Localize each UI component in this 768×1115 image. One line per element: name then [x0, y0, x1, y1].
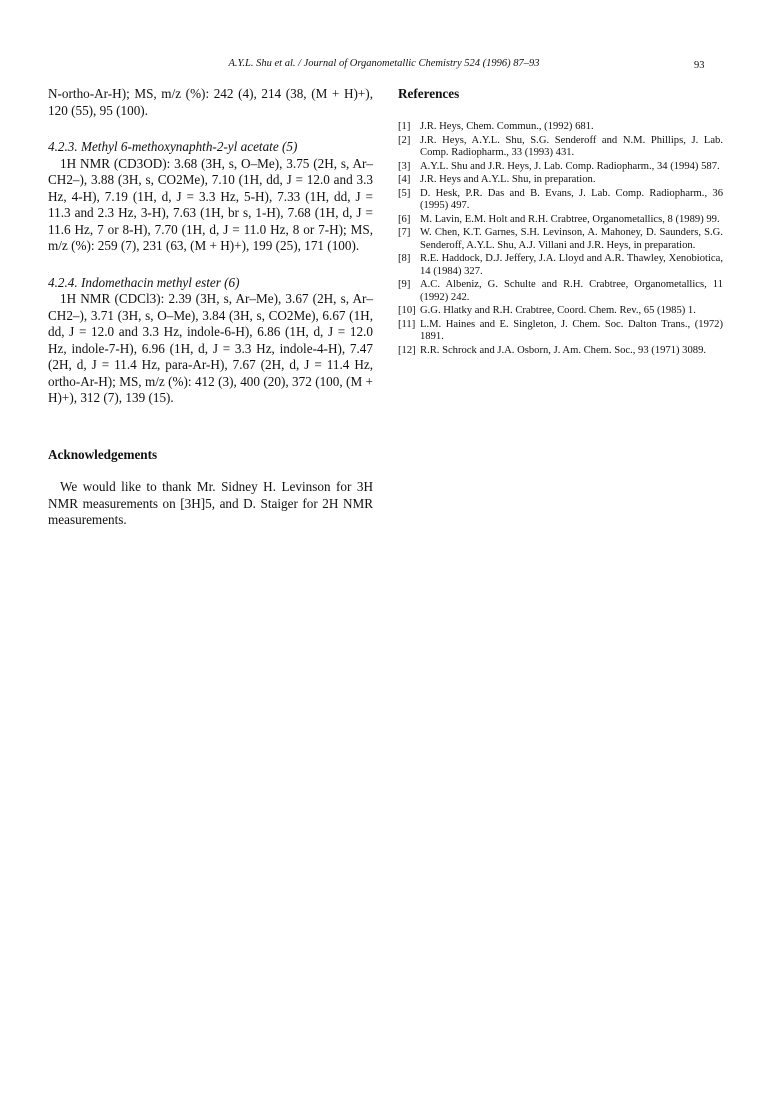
reference-item	[398, 279, 723, 304]
section-4-2-3-body: 1H NMR (CD3OD): 3.68 (3H, s, O–Me), 3.75 (2H, s, Ar–CH2–), 3.88 (3H, s, CO2Me), 7.10 (1H, dd, J = 12.0 and 3.3 Hz, 4-H), 7.19 (1H, d, J = 3.3 Hz, 5-H), 7.33 (1H, dd, J = 11.3 and 2.3 Hz, 3-H), 7.63 (1H, br s, 1-H), 7.68 (1H, d, J = 11.6 Hz, 7 or 8-H), 7.70 (1H, d, J = 11.0 Hz, 8 or 7-H); MS, m/z (%): 259 (7), 231 (63, (M + H)+), 199 (25), 171 (100).	[48, 155, 373, 253]
reference-number: [12]	[398, 344, 416, 356]
acknowledgements-body: We would like to thank Mr. Sidney H. Levinson for 3H NMR measurements on [3H]5, and D. Staiger for 2H NMR measurements.	[48, 479, 373, 527]
reference-number: [8]	[398, 253, 411, 264]
reference-list	[398, 121, 723, 357]
reference-item	[398, 135, 723, 160]
section-4-2-4-body: 1H NMR (CDCl3): 2.39 (3H, s, Ar–Me), 3.67 (2H, s, Ar–CH2–), 3.71 (3H, s, O–Me), 3.84 (3H, s, CO2Me), 6.67 (1H, dd, J = 12.0 and 3.3 Hz, indole-6-H), 6.86 (1H, d, J = 12.0 Hz, indole-7-H), 6.96 (1H, d, J = 3.3 Hz, indole-4-H), 7.47 (2H, d, J = 11.4 Hz, para-Ar-H), 7.67 (2H, d, J = 11.4 Hz, ortho-Ar-H); MS, m/z (%): 412 (3), 400 (20), 372 (100, (M + H)+), 312 (7), 139 (15).	[48, 291, 373, 405]
reference-item	[398, 121, 723, 134]
reference-number: [3]	[398, 160, 411, 172]
reference-number: [9]	[398, 279, 411, 290]
reference-text: J.R. Heys, Chem. Commun., (1992) 681.	[420, 121, 594, 132]
reference-number: [10]	[398, 305, 416, 316]
reference-item	[398, 227, 723, 252]
reference-text: D. Hesk, P.R. Das and B. Evans, J. Lab. Comp. Radiopharm., 36 (1995) 497.	[420, 187, 723, 211]
reference-number: [7]	[398, 227, 411, 238]
reference-text: A.C. Albeniz, G. Schulte and R.H. Crabtree, Organometallics, 11 (1992) 242.	[420, 279, 723, 303]
references-title: References	[398, 86, 460, 101]
reference-text: W. Chen, K.T. Garnes, S.H. Levinson, A. Mahoney, D. Saunders, S.G. Senderoff, A.Y.L. Shu, A.J. Villani and J.R. Heys, in preparation.	[420, 227, 723, 251]
reference-number: [6]	[398, 213, 411, 225]
reference-number: [4]	[398, 174, 411, 185]
reference-text: L.M. Haines and E. Singleton, J. Chem. Soc. Dalton Trans., (1972) 1891.	[420, 318, 723, 342]
reference-item	[398, 174, 723, 187]
reference-text: J.R. Heys and A.Y.L. Shu, in preparation.	[420, 174, 596, 185]
reference-item	[398, 319, 723, 344]
reference-number: [1]	[398, 121, 411, 132]
reference-text: M. Lavin, E.M. Holt and R.H. Crabtree, Organometallics, 8 (1989) 99.	[420, 213, 720, 225]
reference-number: [2]	[398, 134, 411, 146]
reference-item	[398, 305, 723, 318]
reference-item	[398, 345, 723, 358]
acknowledgements-title: Acknowledgements	[48, 446, 158, 462]
section-4-2-3-title: 4.2.3. Methyl 6-methoxynaphth-2-yl acetate (5)	[48, 139, 298, 154]
right-column	[398, 86, 723, 358]
reference-text: R.R. Schrock and J.A. Osborn, J. Am. Chem. Soc., 93 (1971) 3089.	[420, 344, 707, 356]
intro-paragraph: N-ortho-Ar-H); MS, m/z (%): 242 (4), 214 (38, (M + H)+), 120 (55), 95 (100).	[48, 86, 373, 118]
reference-item	[398, 253, 723, 278]
reference-number: [11]	[398, 318, 416, 330]
reference-item	[398, 188, 723, 213]
reference-text: G.G. Hlatky and R.H. Crabtree, Coord. Chem. Rev., 65 (1985) 1.	[420, 305, 696, 316]
reference-text: J.R. Heys, A.Y.L. Shu, S.G. Senderoff and N.M. Phillips, J. Lab. Comp. Radiopharm., 33 (1993) 431.	[420, 134, 723, 158]
reference-item	[398, 161, 723, 174]
running-head: A.Y.L. Shu et al. / Journal of Organometallic Chemistry 524 (1996) 87–93	[228, 58, 540, 69]
reference-text: A.Y.L. Shu and J.R. Heys, J. Lab. Comp. Radiopharm., 34 (1994) 587.	[420, 160, 720, 172]
reference-number: [5]	[398, 187, 411, 199]
section-4-2-4-title: 4.2.4. Indomethacin methyl ester (6)	[48, 274, 240, 290]
left-column	[48, 86, 373, 529]
page-number: 93	[694, 60, 705, 71]
reference-text: R.E. Haddock, D.J. Jeffery, J.A. Lloyd and A.R. Thawley, Xenobiotica, 14 (1984) 327.	[420, 253, 723, 277]
reference-item	[398, 214, 723, 227]
